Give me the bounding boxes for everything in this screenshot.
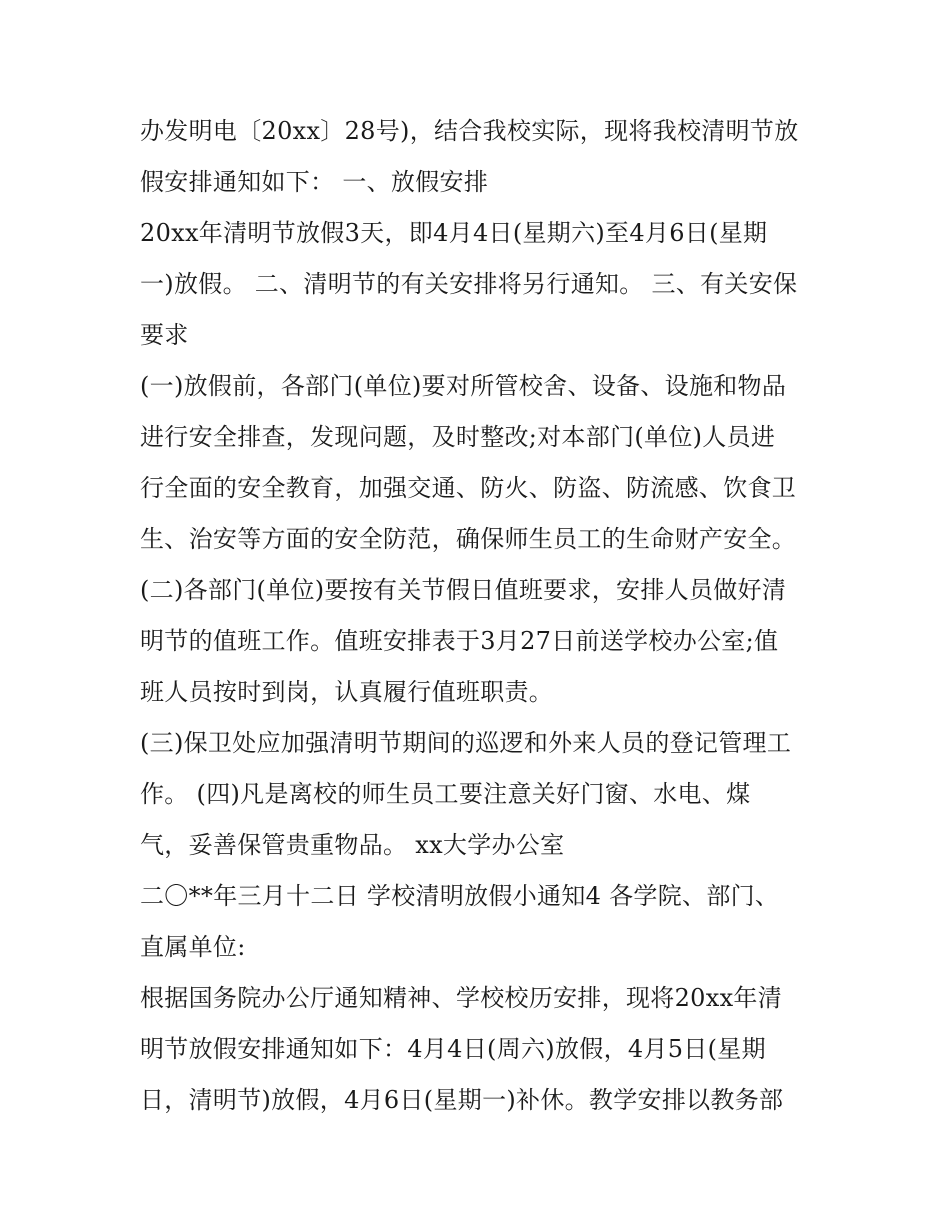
text-line: 气，妥善保管贵重物品。 xx大学办公室 [140,831,565,859]
text-line: 根据国务院办公厅通知精神、学校校历安排，现将20xx年清 [140,984,783,1012]
text-line: 一)放假。 二、清明节的有关安排将另行通知。 三、有关安保 [140,270,798,298]
text-line: (二)各部门(单位)要按有关节假日值班要求，安排人员做好清 [140,576,787,604]
text-line: 要求 [140,321,189,349]
text-line: 明节放假安排通知如下：4月4日(周六)放假，4月5日(星期 [140,1035,766,1063]
text-line: 班人员按时到岗，认真履行值班职责。 [140,678,554,706]
text-line: 20xx年清明节放假3天，即4月4日(星期六)至4月6日(星期 [140,219,768,247]
text-line: 直属单位: [140,933,246,961]
text-line: 明节的值班工作。值班安排表于3月27日前送学校办公室;值 [140,627,779,655]
text-line: 办发明电〔20xx〕28号)，结合我校实际，现将我校清明节放 [140,117,799,145]
document-body [140,106,820,1126]
text-line: 进行安全排查，发现问题，及时整改;对本部门(单位)人员进 [140,423,776,451]
text-line: 二〇**年三月十二日 学校清明放假小通知4 各学院、部门、 [140,882,780,910]
text-line: (一)放假前，各部门(单位)要对所管校舍、设备、设施和物品 [140,372,787,400]
text-line: 假安排通知如下： 一、放假安排 [140,168,489,196]
text-line: (三)保卫处应加强清明节期间的巡逻和外来人员的登记管理工 [140,729,792,757]
text-line: 生、治安等方面的安全防范，确保师生员工的生命财产安全。 [140,525,797,553]
text-line: 行全面的安全教育，加强交通、防火、防盗、防流感、饮食卫 [140,474,797,502]
text-line: 作。 (四)凡是离校的师生员工要注意关好门窗、水电、煤 [140,780,751,808]
text-line: 日，清明节)放假，4月6日(星期一)补休。教学安排以教务部 [140,1086,784,1114]
